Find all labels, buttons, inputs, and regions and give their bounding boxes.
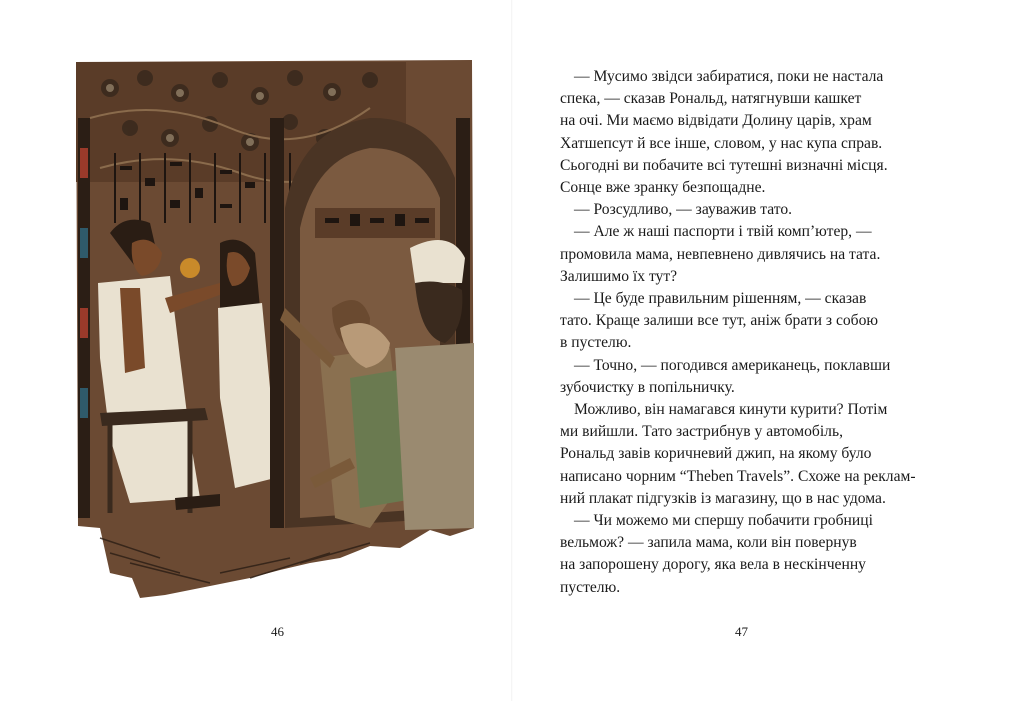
- text-line: ми вийшли. Тато застрибнув у автомобіль,: [560, 423, 843, 441]
- text-line: спека, — сказав Рональд, натягнувши кашкет: [560, 90, 862, 108]
- text-line: написано чорним “Theben Travels”. Схоже на реклам-: [560, 467, 916, 485]
- egyptian-tomb-illustration: [70, 58, 480, 603]
- text-line: — Мусимо звідси забиратися, поки не настала: [574, 68, 884, 85]
- body-text: [560, 66, 930, 599]
- text-line: в пустелю.: [560, 334, 632, 352]
- left-border-stripes: [78, 118, 90, 518]
- right-page-number: 47: [735, 624, 748, 639]
- text-line: — Точно, — погодився американець, поклавши: [574, 356, 891, 374]
- text-line: пустелю.: [560, 578, 621, 596]
- text-line: — Але ж наші паспорти і твій комп’ютер, —: [574, 223, 872, 241]
- text-line: Хатшепсут й все інше, словом, у нас купа справ.: [560, 134, 883, 152]
- text-line: тато. Краще залиши все тут, аніж брати з собою: [560, 312, 879, 330]
- text-line: вельмож? — запила мама, коли він повернув: [560, 534, 857, 552]
- page-gutter: [511, 0, 513, 701]
- text-line: на очі. Ми маємо відвідати Долину царів, храм: [560, 112, 872, 130]
- text-line: ний плакат підгузків із магазину, що в нас удома.: [560, 489, 886, 507]
- text-line: промовила мама, невпевнено дивлячись на тата.: [560, 245, 881, 263]
- text-line: Сьогодні ви побачите всі тутешні визначні місця.: [560, 156, 888, 174]
- text-line: — Чи можемо ми спершу побачити гробниці: [574, 512, 873, 530]
- text-line: Сонце вже зранку безпощадне.: [560, 179, 766, 197]
- text-line: зубочистку в попільничку.: [560, 378, 735, 396]
- left-page-number: 46: [271, 624, 284, 639]
- text-line: на запорошену дорогу, яка вела в нескінченну: [560, 556, 866, 574]
- text-line: Рональд завів коричневий джип, на якому було: [560, 445, 872, 463]
- text-line: Залишимо їх тут?: [560, 267, 678, 285]
- text-line: — Розсудливо, — зауважив тато.: [574, 201, 793, 219]
- text-line: — Це буде правильним рішенням, — сказав: [574, 290, 867, 308]
- text-line: Можливо, він намагався кинути курити? Потім: [574, 401, 888, 419]
